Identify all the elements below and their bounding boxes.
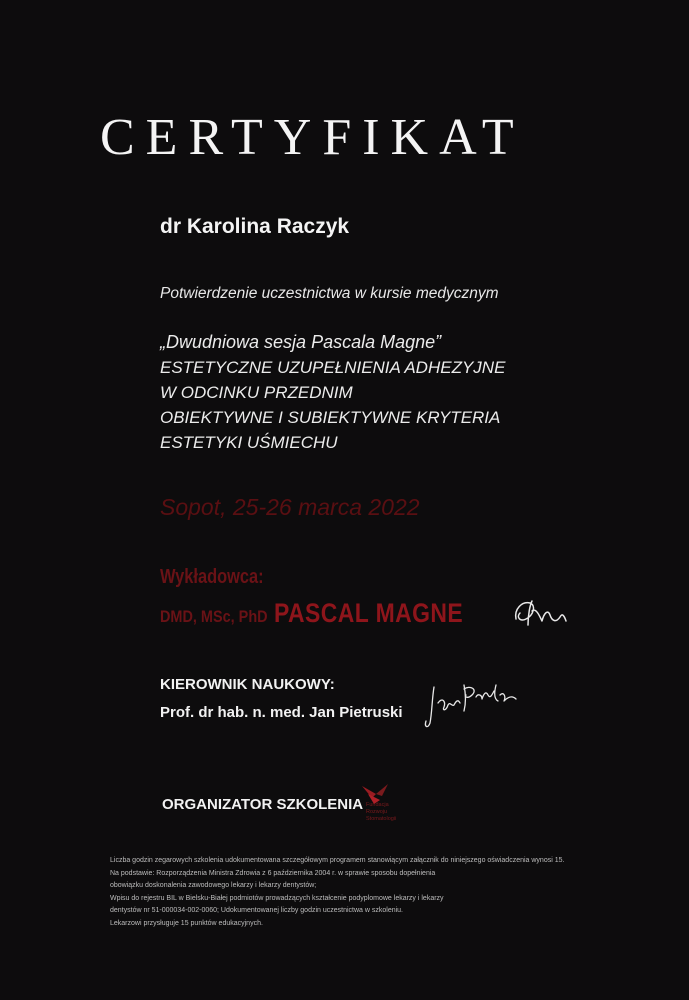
footnote-line: Lekarzowi przysługuje 15 punktów edukacyjnych. (110, 919, 263, 927)
lecturer-line (160, 598, 496, 629)
certificate-title: CERTYFIKAT (100, 109, 525, 166)
course-title-block (160, 330, 505, 455)
lecturer-label: Wykładowca: (160, 566, 264, 588)
course-subtitle-line: ESTETYKI UŚMIECHU (160, 433, 338, 452)
course-subtitle-line: ESTETYCZNE UZUPEŁNIENIA ADHEZYJNE (160, 358, 506, 377)
scientific-head-name: Prof. dr hab. n. med. Jan Pietruski (160, 704, 403, 721)
recipient-name: dr Karolina Raczyk (160, 215, 350, 238)
lecturer-signature (510, 595, 572, 633)
scientific-head-signature (420, 677, 530, 733)
course-subtitle-line: W ODCINKU PRZEDNIM (160, 383, 353, 402)
footnote-line: Wpisu do rejestru BIL w Bielsku-Białej podmiotów prowadzących kształcenie podyplomowe lekarzy i lekarzy (110, 894, 444, 902)
organizer-label: ORGANIZATOR SZKOLENIA (162, 796, 364, 813)
participation-confirmation: Potwierdzenie uczestnictwa w kursie medycznym (160, 285, 499, 302)
footnote-line: Liczba godzin zegarowych szkolenia udokumentowana szczegółowym programem stanowiącym załącznik do niniejszego oświadczenia wynosi 15. (110, 857, 565, 864)
footnote-line: obowiązku doskonalenia zawodowego lekarzy i lekarzy dentystów; (110, 882, 317, 889)
scientific-head-label: KIEROWNIK NAUKOWY: (160, 676, 335, 693)
lecturer-degrees: DMD, MSc, PhD (160, 607, 268, 626)
course-name: „Dwudniowa sesja Pascala Magne” (160, 332, 442, 352)
accreditation-footnotes (110, 855, 630, 930)
footnote-line: dentystów nr 51-000034-002-0060; Udokumentowanej liczby godzin uczestnictwa w szkoleniu. (110, 907, 403, 914)
organizer-logo-text: Fundacja Rozwoju Stomatologii (366, 802, 397, 822)
course-subtitle-line: OBIEKTYWNE I SUBIEKTYWNE KRYTERIA (160, 408, 501, 427)
lecturer-name: PASCAL MAGNE (273, 598, 463, 628)
location-date: Sopot, 25-26 marca 2022 (160, 494, 420, 520)
footnote-line: Na podstawie: Rozporządzenia Ministra Zdrowia z 6 października 2004 r. w sprawie sposobu dopełnienia (110, 869, 436, 877)
